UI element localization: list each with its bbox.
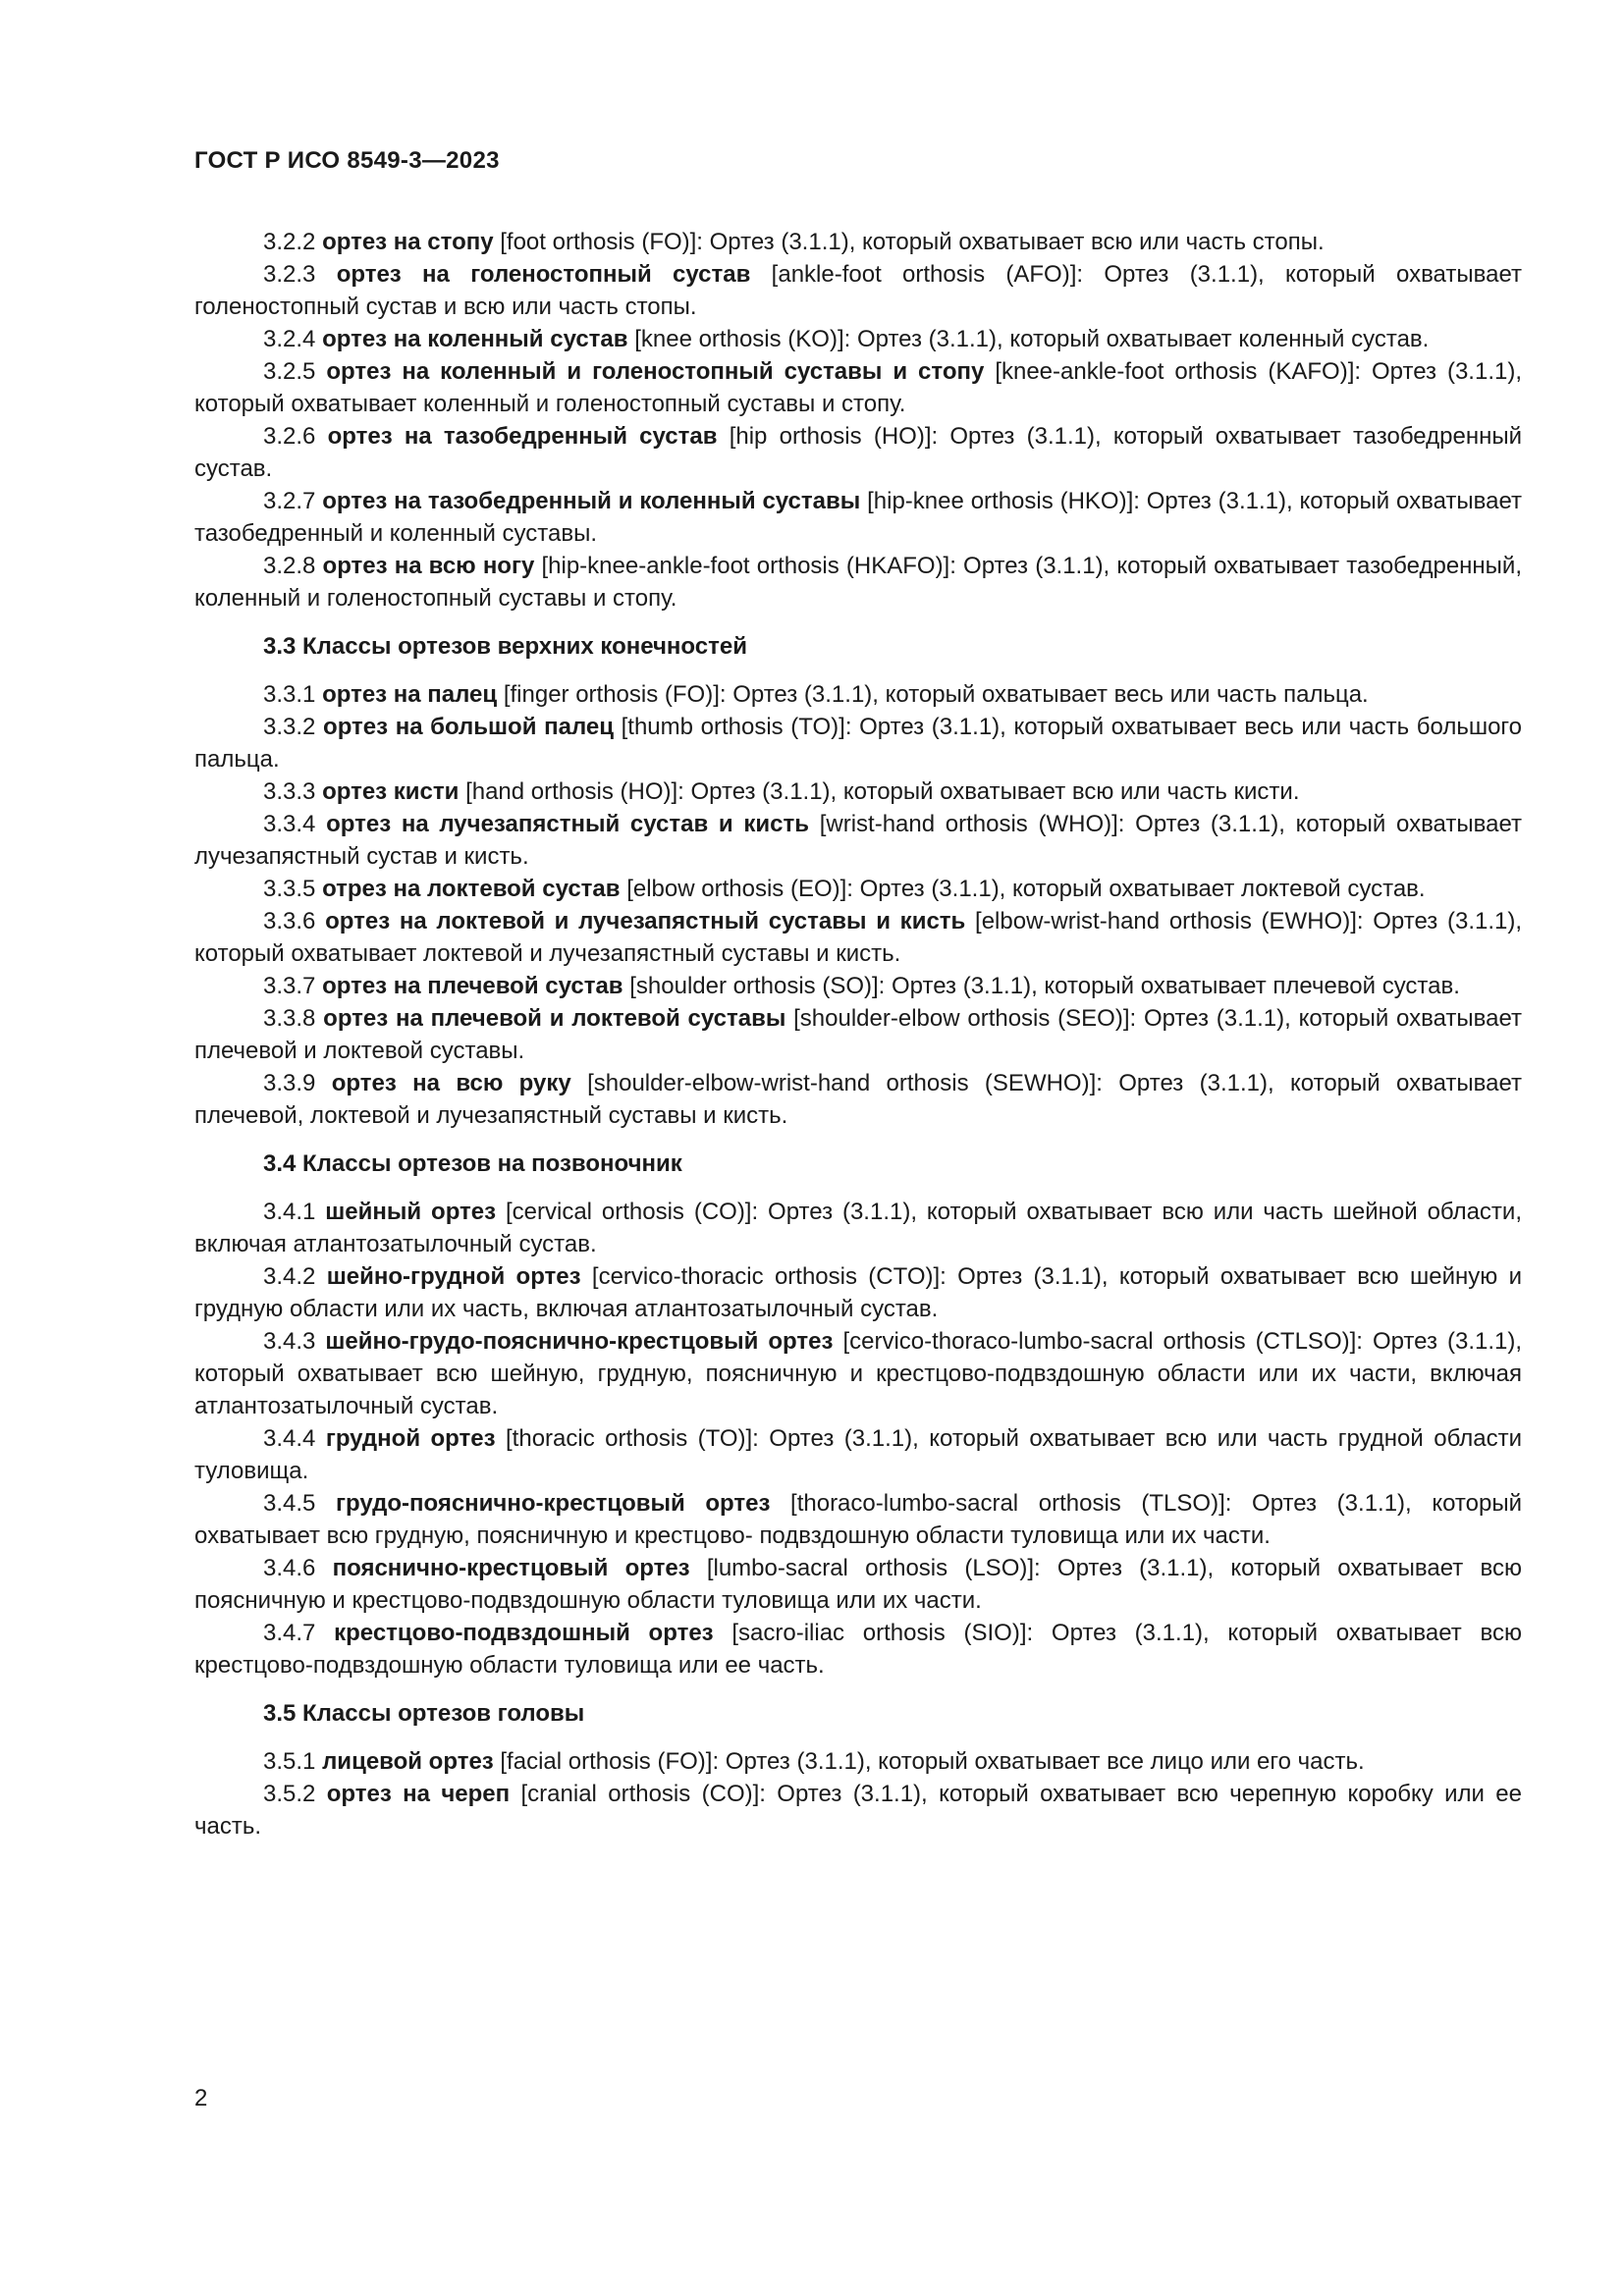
page-number: 2 [194, 2085, 208, 2111]
definition-3-4-7: 3.4.7 крестцово-подвздошный ортез [sacro-iliac orthosis (SIO)]: Ортез (3.1.1), который охватывает всю крестцово-подвздошную области туловища или ее часть. [194, 1620, 1523, 1679]
definition-3-3-1: 3.3.1 ортез на палец [finger orthosis (FO)]: Ортез (3.1.1), который охватывает весь или часть пальца. [263, 681, 1369, 708]
document-header: ГОСТ Р ИСО 8549-3—2023 [194, 147, 500, 174]
definition-3-2-4: 3.2.4 ортез на коленный сустав [knee orthosis (KO)]: Ортез (3.1.1), который охватывает коленный сустав. [263, 326, 1430, 352]
definition-3-3-3: 3.3.3 ортез кисти [hand orthosis (HO)]: Ортез (3.1.1), который охватывает всю или часть кисти. [263, 778, 1300, 805]
definition-3-3-4: 3.3.4 ортез на лучезапястный сустав и кисть [wrist-hand orthosis (WHO)]: Ортез (3.1.1), который охватывает лучезапястный сустав и кисть. [194, 811, 1522, 870]
definition-3-5-2: 3.5.2 ортез на череп [cranial orthosis (CO)]: Ортез (3.1.1), который охватывает всю черепную коробку или ее часть. [194, 1781, 1522, 1840]
definition-3-2-5: 3.2.5 ортез на коленный и голеностопный суставы и стопу [knee-ankle-foot orthosis (KAFO)]: Ортез (3.1.1), который охватывает коленный и голеностопный суставы и стопу. [194, 358, 1523, 417]
section-heading-3-4: 3.4 Классы ортезов на позвоночник [263, 1150, 682, 1177]
definition-3-2-7: 3.2.7 ортез на тазобедренный и коленный суставы [hip-knee orthosis (HKO)]: Ортез (3.1.1), который охватывает тазобедренный и коленный суставы. [194, 488, 1523, 547]
definition-3-4-4: 3.4.4 грудной ортез [thoracic orthosis (TO)]: Ортез (3.1.1), который охватывает всю или часть грудной области туловища. [194, 1425, 1523, 1484]
definition-3-2-3: 3.2.3 ортез на голеностопный сустав [ankle-foot orthosis (AFO)]: Ортез (3.1.1), который охватывает голеностопный сустав и всю или часть стопы. [194, 261, 1522, 320]
definition-3-5-1: 3.5.1 лицевой ортез [facial orthosis (FO)]: Ортез (3.1.1), который охватывает все лицо или его часть. [263, 1748, 1365, 1775]
document-body [194, 226, 1522, 1842]
definition-3-3-8: 3.3.8 ортез на плечевой и локтевой суставы [shoulder-elbow orthosis (SEO)]: Ортез (3.1.1), который охватывает плечевой и локтевой суставы. [194, 1005, 1522, 1064]
definition-3-3-7: 3.3.7 ортез на плечевой сустав [shoulder orthosis (SO)]: Ортез (3.1.1), который охватывает плечевой сустав. [263, 973, 1460, 999]
definition-3-3-6: 3.3.6 ортез на локтевой и лучезапястный суставы и кисть [elbow-wrist-hand orthosis (EWHO)]: Ортез (3.1.1), который охватывает локтевой и лучезапястный суставы и кисть. [194, 908, 1523, 967]
definition-3-4-5: 3.4.5 грудо-пояснично-крестцовый ортез [thoraco-lumbo-sacral orthosis (TLSO)]: Ортез (3.1.1), который охватывает всю грудную, поясничную и крестцово- подвздошную области туловища или их части. [194, 1490, 1522, 1549]
section-3-5-list [194, 1745, 1522, 1842]
definition-3-2-8: 3.2.8 ортез на всю ногу [hip-knee-ankle-foot orthosis (HKAFO)]: Ортез (3.1.1), который охватывает тазобедренный, коленный и голеностопный суставы и стопу. [194, 553, 1523, 612]
section-heading-3-3: 3.3 Классы ортезов верхних конечностей [263, 633, 747, 660]
definition-3-3-2: 3.3.2 ортез на большой палец [thumb orthosis (TO)]: Ортез (3.1.1), который охватывает весь или часть большого пальца. [194, 714, 1523, 773]
definition-3-4-1: 3.4.1 шейный ортез [cervical orthosis (CO)]: Ортез (3.1.1), который охватывает всю или часть шейной области, включая атлантозатылочный сустав. [194, 1199, 1523, 1257]
definition-3-2-2: 3.2.2 ортез на стопу [foot orthosis (FO)]: Ортез (3.1.1), который охватывает всю или часть стопы. [263, 229, 1325, 255]
definition-3-3-9: 3.3.9 ортез на всю руку [shoulder-elbow-wrist-hand orthosis (SEWHO)]: Ортез (3.1.1), который охватывает плечевой, локтевой и лучезапястный суставы и кисть. [194, 1070, 1523, 1129]
definition-3-2-6: 3.2.6 ортез на тазобедренный сустав [hip orthosis (HO)]: Ортез (3.1.1), который охватывает тазобедренный сустав. [194, 423, 1522, 482]
section-3-4-list [194, 1196, 1522, 1682]
definition-3-4-3: 3.4.3 шейно-грудо-пояснично-крестцовый ортез [cervico-thoraco-lumbo-sacral orthosis (CTLSO)]: Ортез (3.1.1), который охватывает всю шейную, грудную, поясничную и крестцово-подвздошную области или их части, включая атлантозатылочный сустав. [194, 1328, 1523, 1419]
definition-3-4-2: 3.4.2 шейно-грудной ортез [cervico-thoracic orthosis (CTO)]: Ортез (3.1.1), который охватывает всю шейную и грудную области или их часть, включая атлантозатылочный сустав. [194, 1263, 1522, 1322]
definition-3-4-6: 3.4.6 пояснично-крестцовый ортез [lumbo-sacral orthosis (LSO)]: Ортез (3.1.1), который охватывает всю поясничную и крестцово-подвздошную области туловища или их части. [194, 1555, 1522, 1614]
definition-3-3-5: 3.3.5 отрез на локтевой сустав [elbow orthosis (EO)]: Ортез (3.1.1), который охватывает локтевой сустав. [263, 876, 1426, 902]
section-heading-3-5: 3.5 Классы ортезов головы [263, 1700, 585, 1727]
section-3-3-list [194, 678, 1522, 1132]
section-3-2-list [194, 226, 1522, 614]
